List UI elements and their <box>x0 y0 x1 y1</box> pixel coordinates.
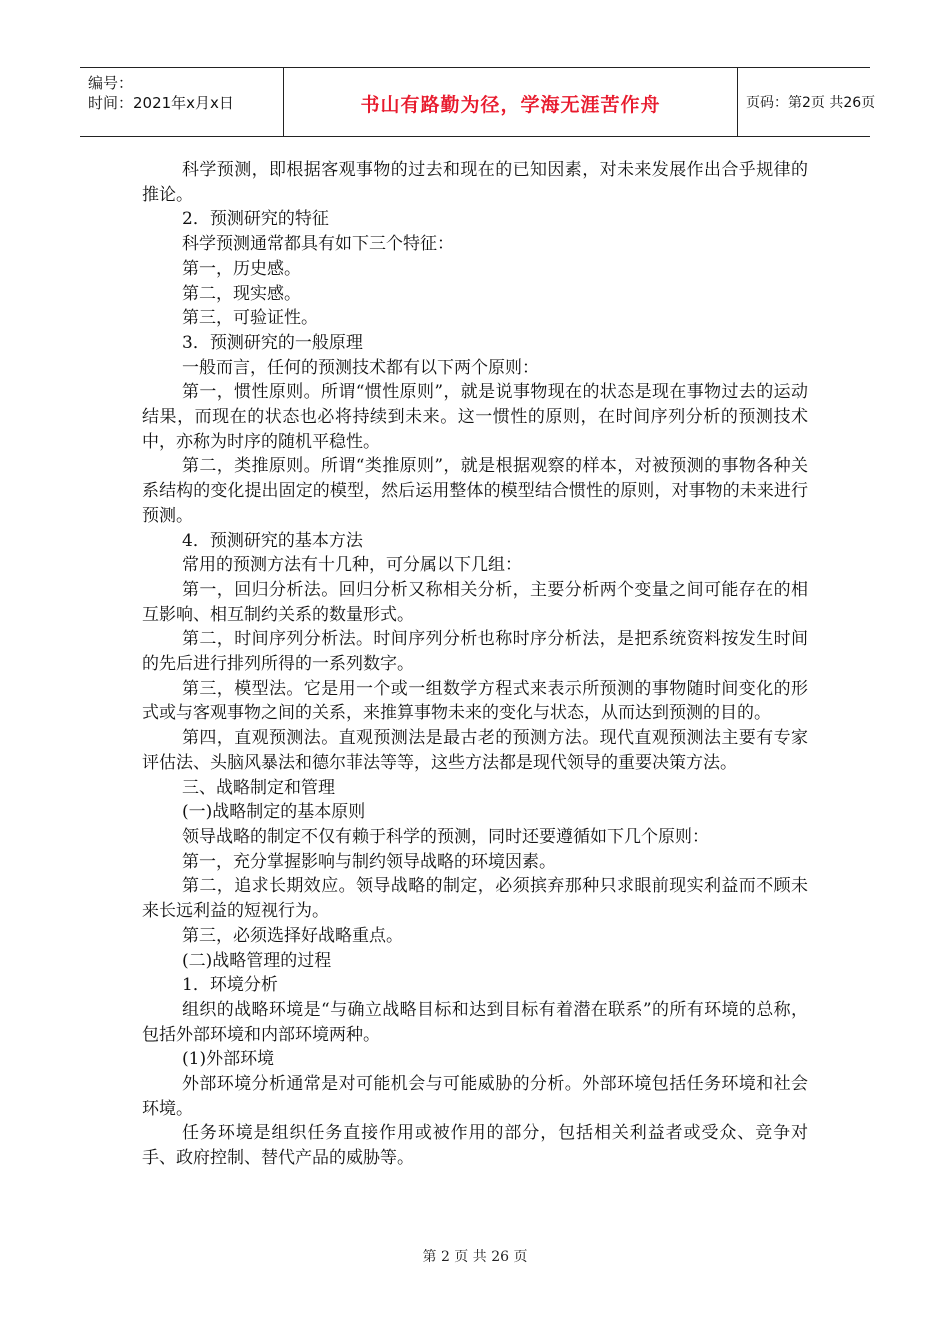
section-heading: (一)战略制定的基本原则 <box>182 802 366 823</box>
paragraph: 第三，必须选择好战略重点。 <box>182 925 403 946</box>
paragraph: 第一，回归分析法。回归分析又称相关分析，主要分析两个变量之间可能存在的相互影响、相互制约关系的数量形式。 <box>142 579 808 625</box>
paragraph: 领导战略的制定不仅有赖于科学的预测，同时还要遵循如下几个原则： <box>182 826 709 847</box>
section-heading: 3．预测研究的一般原理 <box>182 332 363 353</box>
section-heading: 三、战略制定和管理 <box>182 777 335 798</box>
page-header <box>80 67 876 137</box>
paragraph: 第三，模型法。它是用一个或一组数学方程式来表示所预测的事物随时间变化的形式或与客观事物之间的关系，来推算事物未来的变化与状态，从而达到预测的目的。 <box>142 678 808 724</box>
paragraph: 科学预测通常都具有如下三个特征： <box>182 234 454 255</box>
paragraph: 常用的预测方法有十几种，可分属以下几组： <box>182 555 522 576</box>
document-number-label: 编号： <box>88 74 134 92</box>
header-motto-cell <box>284 68 738 136</box>
section-heading: 4．预测研究的基本方法 <box>182 530 363 551</box>
paragraph: 第一，历史感。 <box>182 258 301 279</box>
paragraph: 第二，类推原则。所谓“类推原则”，就是根据观察的样本，对被预测的事物各种关系结构的变化提出固定的模型，然后运用整体的模型结合惯性的原则，对事物的未来进行预测。 <box>142 456 808 526</box>
header-page-cell <box>738 68 876 136</box>
paragraph: 第三，可验证性。 <box>182 308 318 329</box>
paragraph: 组织的战略环境是“与确立战略目标和达到目标有着潜在联系”的所有环境的总称，包括外部环境和内部环境两种。 <box>142 999 808 1045</box>
section-heading: 1．环境分析 <box>182 975 278 996</box>
paragraph: 第一，惯性原则。所谓“惯性原则”，就是说事物现在的状态是现在事物过去的运动结果，而现在的状态也必将持续到未来。这一惯性的原则，在时间序列分析的预测技术中，亦称为时序的随机平稳性。 <box>142 382 808 452</box>
header-motto: 书山有路勤为径，学海无涯苦作舟 <box>360 94 661 116</box>
paragraph: 第一，充分掌握影响与制约领导战略的环境因素。 <box>182 851 556 872</box>
document-date-label: 时间：2021年x月x日 <box>88 94 234 112</box>
section-heading: (1)外部环境 <box>182 1049 275 1070</box>
section-heading: (二)战略管理的过程 <box>182 950 332 971</box>
paragraph: 第四，直观预测法。直观预测法是最古老的预测方法。现代直观预测法主要有专家评估法、头脑风暴法和德尔菲法等等，这些方法都是现代领导的重要决策方法。 <box>142 728 808 773</box>
paragraph: 第二，时间序列分析法。时间序列分析也称时序分析法，是把系统资料按发生时间的先后进行排列所得的一系列数字。 <box>142 629 808 675</box>
paragraph: 第二，追求长期效应。领导战略的制定，必须摈弃那种只求眼前现实利益而不顾未来长远利益的短视行为。 <box>142 876 808 922</box>
page-footer: 第 2 页 共 26 页 <box>422 1249 528 1265</box>
header-page-number: 页码：第2页 共26页 <box>746 95 876 111</box>
paragraph: 一般而言，任何的预测技术都有以下两个原则： <box>182 357 539 378</box>
document-body <box>142 158 808 1171</box>
paragraph: 任务环境是组织任务直接作用或被作用的部分，包括相关利益者或受众、竞争对手、政府控制、替代产品的威胁等。 <box>142 1123 808 1169</box>
paragraph: 第二，现实感。 <box>182 283 301 304</box>
header-info-cell <box>80 68 284 136</box>
section-heading: 2．预测研究的特征 <box>182 209 329 230</box>
paragraph: 外部环境分析通常是对可能机会与可能威胁的分析。外部环境包括任务环境和社会环境。 <box>142 1074 808 1119</box>
paragraph: 科学预测，即根据客观事物的过去和现在的已知因素，对未来发展作出合乎规律的推论。 <box>142 160 808 205</box>
